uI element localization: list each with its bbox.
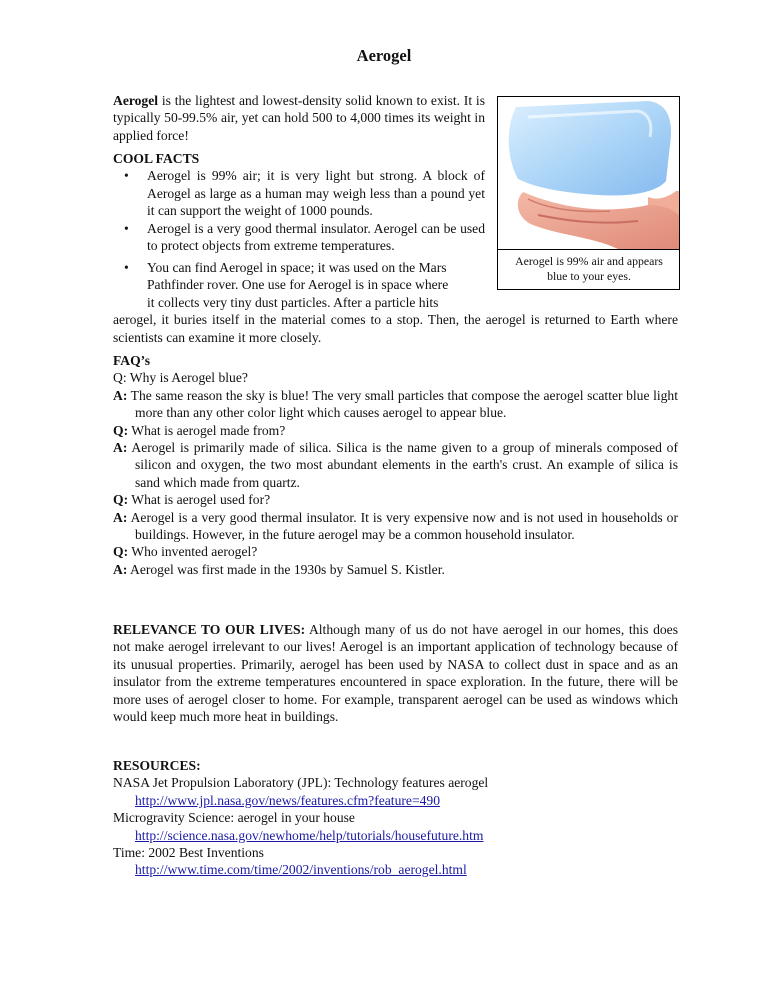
faq-answer [113,387,678,422]
fact-item [113,220,485,255]
intro-text: is the lightest and lowest-density solid known to exist. It is typically 50-99.5% air, yet can hold 500 to 4,000 times its weight in applied force! [113,93,485,143]
resource-link[interactable]: http://www.jpl.nasa.gov/news/features.cfm?feature=490 [135,792,440,808]
faq-answer [113,509,678,544]
fact-item [113,167,485,219]
bullet-icon: • [124,220,129,236]
fact-text: Aerogel is a very good thermal insulator. Aerogel can be used to protect objects from extreme temperatures. [147,220,485,254]
relevance-paragraph [113,621,678,725]
faq-question [113,422,678,439]
question-text: What is aerogel used for? [128,492,271,508]
hand-holding-aerogel-image [498,97,679,249]
fact-line: You can find Aerogel in space; it was used on the Mars [147,260,447,275]
fact-line: Pathfinder rover. One use for Aerogel is in space where [147,277,449,293]
cool-facts-heading: COOL FACTS [113,151,200,166]
question-label: Q: [113,422,129,438]
faq-section [113,352,678,578]
answer-label: A: [113,387,128,403]
answer-label: A: [113,440,128,456]
answer-text: Aerogel was first made in the 1930s by Samuel S. Kistler. [127,561,445,577]
resource-source: NASA Jet Propulsion Laboratory (JPL): Technology features aerogel [113,775,489,791]
resource-link[interactable]: http://www.time.com/time/2002/inventions/rob_aerogel.html [135,862,467,878]
faq-question [113,543,678,560]
figure-caption: Aerogel is 99% air and appears blue to your eyes. [515,254,663,283]
fact-text: Aerogel is 99% air; it is very light but strong. A block of Aerogel as large as a human may weigh less than a pound yet it can support the weight of 1000 pounds. [147,168,485,219]
intro-term: Aerogel [113,93,159,108]
faq-answer [113,439,678,491]
question-text: What is aerogel made from? [128,422,286,438]
bullet-icon: • [124,168,129,184]
document-title: Aerogel [356,46,412,65]
aerogel-figure [497,96,680,290]
fact-line: aerogel, it buries itself in the material comes to a stop. Then, the aerogel is returned to Earth where scientists can examine it more closely. [113,312,678,345]
question-text: : Why is Aerogel blue? [122,370,248,386]
faq-question [113,491,678,508]
question-label: Q [113,370,123,386]
answer-text: The same reason the sky is blue! The very small particles that compose the aerogel scatter blue light more than any other color light which causes aerogel to appear blue. [127,387,678,421]
cool-facts-list [113,167,485,254]
aerogel-photo [498,97,679,250]
bullet-icon: • [124,260,129,275]
question-text: Who invented aerogel? [128,544,258,560]
intro-paragraph [113,92,485,144]
resources-section [113,757,678,879]
fact-line: it collects very tiny dust particles. After a particle hits [147,294,439,310]
faq-answer [113,561,678,578]
relevance-text: Although many of us do not have aerogel in our homes, this does not make aerogel irrelevant to our lives! Aerogel is an important application of technology because of its unusual properties. Primarily, aerogel has been used by NASA to collect dust in space and as an insulator from the extreme temperatures encountered in space exploration. In the future, there will be more uses of aerogel closer to home. For example, transparent aerogel can be used as windows which would keep much more heat in buildings. [113,622,678,725]
cool-facts-section [113,150,485,254]
relevance-heading: RELEVANCE TO OUR LIVES: [113,622,306,637]
answer-label: A: [113,509,128,525]
question-label: Q: [113,544,129,560]
answer-text: Aerogel is primarily made of silica. Silica is the name given to a group of minerals composed of silicon and oxygen, the two most abundant elements in the earth's crust. An example of silica is sand which made from quartz. [127,440,678,490]
answer-label: A: [113,561,128,577]
faq-heading: FAQ’s [113,353,150,368]
resource-source: Microgravity Science: aerogel in your house [113,810,355,826]
resources-heading: RESOURCES: [113,758,201,773]
answer-text: Aerogel is a very good thermal insulator. It is very expensive now and is not used in households or buildings. However, in the future aerogel may be a common household insulator. [127,509,678,543]
resource-link[interactable]: http://science.nasa.gov/newhome/help/tutorials/housefuture.htm [135,827,484,843]
faq-question [113,369,678,386]
question-label: Q: [113,492,129,508]
resource-source: Time: 2002 Best Inventions [113,845,264,861]
